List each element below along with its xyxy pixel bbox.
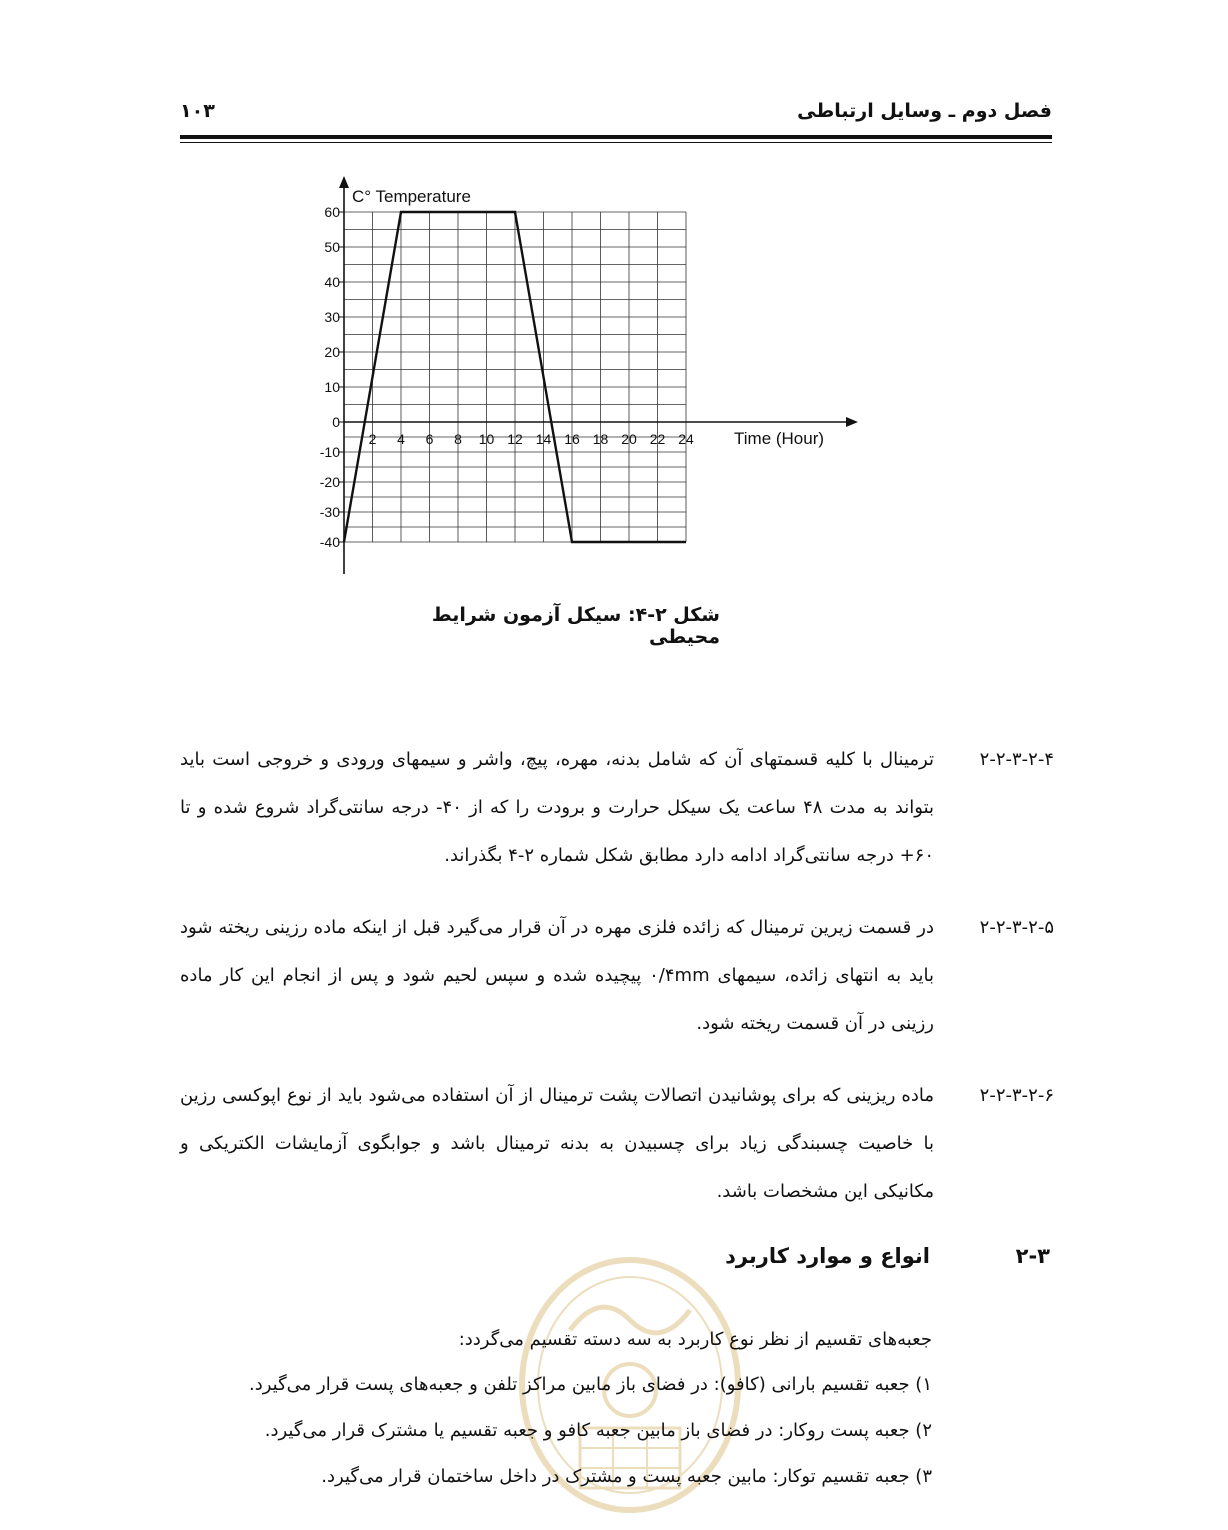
usage-types-list: [180, 1318, 932, 1500]
y-tick-label: 40: [324, 274, 340, 290]
section-number: ۲-۳: [1015, 1244, 1050, 1268]
x-tick-label: 16: [564, 431, 580, 447]
section-title: انواع و موارد کاربرد: [725, 1244, 930, 1268]
paragraph-number: ۲-۲-۳-۲-۵: [979, 917, 1054, 938]
x-tick-label: 20: [621, 431, 637, 447]
x-tick-label: 22: [649, 431, 666, 447]
y-tick-label: -10: [319, 444, 340, 460]
x-axis-arrow: [846, 417, 858, 427]
list-item: ۳) جعبه تقسیم توکار: مابین جعبه پست و مشترک در داخل ساختمان قرار می‌گیرد.: [321, 1466, 932, 1487]
paragraph-2-2-3-2-4: [180, 736, 1054, 880]
y-tick-labels: [320, 204, 344, 550]
section-heading: [700, 1244, 1050, 1280]
y-tick-label: 60: [324, 204, 340, 220]
y-tick-label: 30: [324, 309, 340, 325]
page-header: [180, 96, 1052, 140]
chapter-title: فصل دوم ـ وسایل ارتباطی: [797, 100, 1052, 122]
paragraph-2-2-3-2-6: [180, 1072, 1054, 1216]
x-tick-label: 8: [454, 431, 462, 447]
x-axis-label: Time (Hour): [734, 429, 825, 448]
chart-grid: [344, 212, 686, 542]
paragraph-number: ۲-۲-۳-۲-۶: [979, 1085, 1054, 1106]
x-tick-label: 18: [592, 431, 609, 447]
header-rule-thin: [180, 142, 1052, 143]
paragraph-text: ترمینال با کلیه قسمتهای آن که شامل بدنه، مهره، پیچ، واشر و سیمهای ورودی و خروجی است باید بتواند به مدت ۴۸ ساعت یک سیکل حرارت و برودت را که از ۴۰- درجه سانتی‌گراد شروع شده و تا ۶۰+ درجه سانتی‌گراد ادامه دارد مطابق شکل شماره ۲-۴ بگذراند.: [180, 749, 935, 866]
y-tick-label: 10: [324, 379, 340, 395]
x-tick-label: 14: [535, 431, 552, 447]
y-tick-label: -30: [319, 504, 340, 520]
x-tick-label: 4: [397, 431, 405, 447]
y-axis-arrow: [339, 176, 349, 188]
x-tick-label: 24: [678, 431, 694, 447]
paragraph-number: ۲-۲-۳-۲-۴: [979, 749, 1054, 770]
y-tick-label: -40: [319, 534, 340, 550]
paragraph-2-2-3-2-5: [180, 904, 1054, 1048]
y-tick-label: 0: [332, 414, 340, 430]
header-rule: [180, 135, 1052, 139]
figure-caption: شکل ۲-۴: سیکل آزمون شرایط محیطی: [431, 604, 720, 648]
list-item: ۲) جعبه پست روکار: در فضای باز مابین جعبه کافو و جعبه تقسیم یا مشترک قرار می‌گیرد.: [264, 1420, 932, 1441]
x-tick-label: 10: [478, 431, 495, 447]
y-axis-label: C° Temperature: [352, 187, 471, 206]
list-item: ۱) جعبه تقسیم بارانی (کافو): در فضای باز مابین مراکز تلفن و جعبه‌های پست قرار می‌گیرد.: [248, 1374, 932, 1395]
list-intro: جعبه‌های تقسیم از نظر نوع کاربرد به سه دسته تقسیم می‌گردد:: [458, 1329, 932, 1350]
paragraph-text: در قسمت زیرین ترمینال که زائده فلزی مهره در آن قرار می‌گیرد قبل از اینکه ماده رزینی ریخته شود باید به انتهای زائده، سیمهای ۰/۴mm پیچیده شده و سپس لحیم شود و پس از انجام این کار ماده رزینی در آن قسمت ریخته شود.: [180, 917, 934, 1034]
page-number: ۱۰۳: [180, 100, 215, 122]
chart-axes: [339, 176, 858, 574]
x-tick-label: 12: [507, 431, 523, 447]
y-tick-label: 20: [324, 344, 340, 360]
x-tick-label: 2: [368, 431, 377, 447]
temperature-cycle-chart: [300, 170, 880, 590]
paragraph-text: ماده ریزینی که برای پوشانیدن اتصالات پشت ترمینال از آن استفاده می‌شود باید از نوع اپوکسی رزین با خاصیت چسبندگی زیاد برای چسبیدن به بدنه ترمینال باشد و جوابگوی آزمایشات الکتریکی و مکانیکی این مشخصات باشد.: [180, 1085, 934, 1202]
x-tick-label: 6: [425, 431, 434, 447]
y-tick-label: 50: [324, 239, 340, 255]
y-tick-label: -20: [319, 474, 340, 490]
x-tick-labels: [369, 431, 694, 447]
